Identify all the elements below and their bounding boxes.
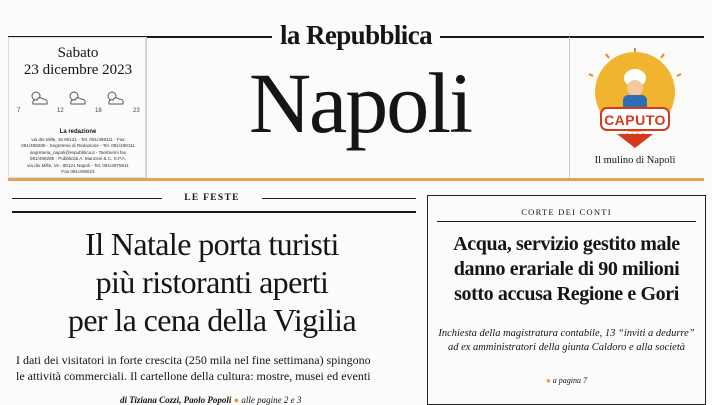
page-reference[interactable]: ● a pagina 7 [545,376,588,385]
issue-day: Sabato [57,45,99,61]
temperature-label: 7 [17,108,21,114]
boxed-article-summary: Inchiesta della magistratura contabile, 13 “inviti a dedurre” ad ex amministratori della giunta Caldoro e alla società [438,328,695,353]
section-band [8,178,704,181]
sun-cloud-icon [28,90,50,106]
sun-cloud-icon [66,90,88,106]
sun-cloud-icon [104,90,126,106]
edition-title: Napoli [248,55,472,151]
boxed-article-headline[interactable]: Acqua, servizio gestito male danno erariale di 90 milioni sotto accusa Regione e Gori [453,233,680,305]
headline[interactable]: Il Natale porta turisti più ristoranti aperti per la cena della Vigilia [67,226,357,338]
boxed-kicker-rule [437,221,696,222]
brand-wordmark: la Repubblica [0,20,712,50]
issue-date: 23 dicembre 2023 [23,62,133,78]
logo-tagline: Il mulino di Napoli [594,155,676,166]
temperature-label: 23 [133,108,140,114]
article-top-rule [12,211,416,213]
article-summary: I dati dei visitatori in forte crescita (250 mila nel fine settimana) spingono le attività commerciali. Il cartellone della cultura: mostre, musei ed eventi [16,353,371,383]
article-kicker: LE FESTE [184,193,240,203]
temperature-label: 18 [95,108,102,114]
redazione-contacts: via dei Mille, 16 80121 - Tel. 081/498111 - Fax 081/498285 - Segreteria di Redazione - Tel. 081/498111 segreteria_napoli@repubblica.it - Tamburini fax 081/498285 - Pubblicità A. Manzoni & C. S.P.A. via dei Mille, 16 - 80121 Napoli - Tel. 081/4975811 Fax 081/406023 [21,137,135,175]
article-byline: di Tiziana Cozzi, Paolo Popoli ● alle pagine 2 e 3 [120,395,302,405]
redazione-title: La redazione [59,129,97,135]
temperature-label: 12 [57,108,64,114]
logo-name: CAPUTO [604,112,666,128]
bullet-icon: ● [545,376,551,385]
masthead-divider-left [146,37,147,178]
boxed-article-kicker: CORTE DEI CONTI [521,207,612,217]
logo-year: 1924 [624,132,646,142]
